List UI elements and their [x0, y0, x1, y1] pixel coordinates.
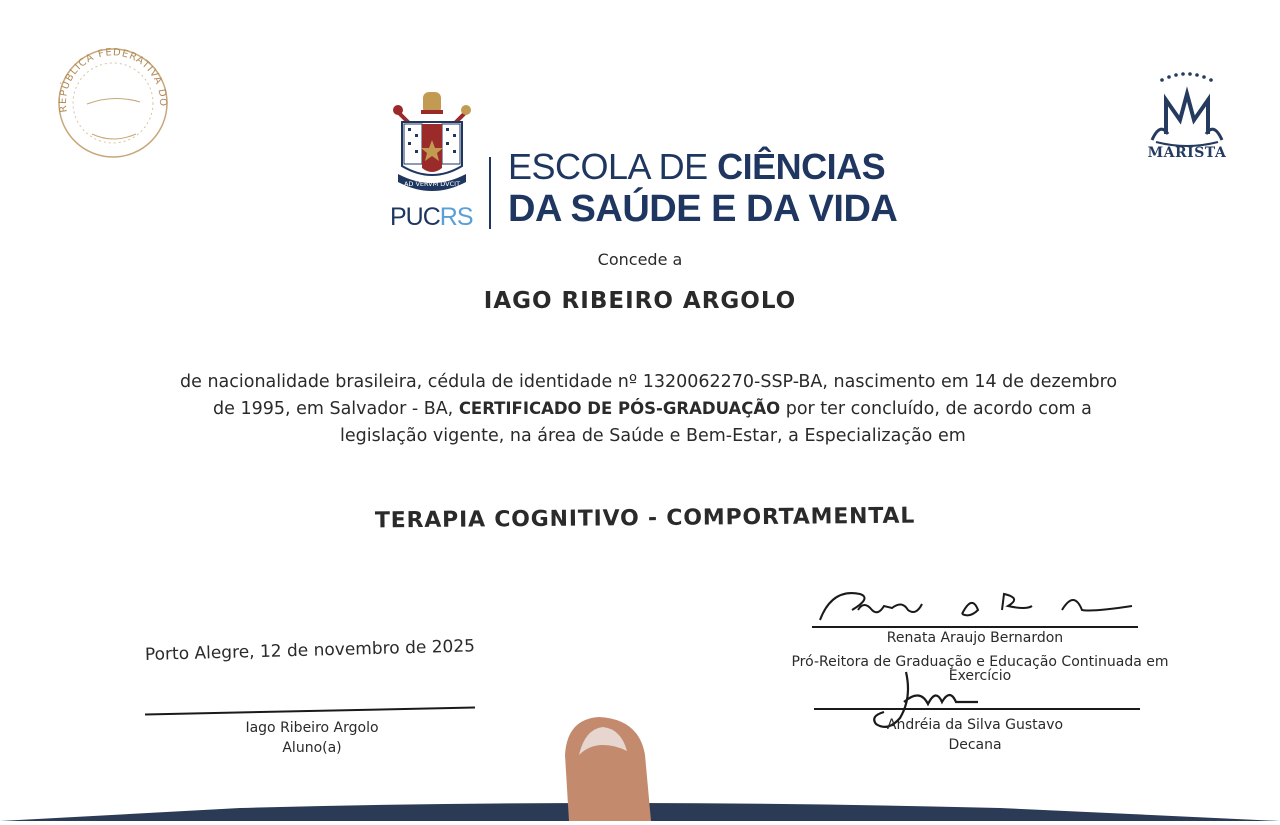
- prorector-title-line1: Pró-Reitora de Graduação e Educação Continuada em: [791, 654, 1169, 670]
- student-name: Iago Ribeiro Argolo: [245, 720, 379, 736]
- dean-name: Andréia da Silva Gustavo: [886, 717, 1064, 733]
- school-name-line1: [508, 146, 885, 188]
- pucrs-puc: PUC: [390, 203, 440, 231]
- seal-icon: [52, 44, 174, 162]
- school-name-regular: ESCOLA DE: [508, 146, 718, 187]
- recipient-name: IAGO RIBEIRO ARGOLO: [483, 288, 797, 314]
- course-title: TERAPIA COGNITIVO - COMPORTAMENTAL: [374, 503, 916, 534]
- prorector-signature-line: [812, 626, 1138, 628]
- body-line-2-post: por ter concluído, de acordo com a: [780, 399, 1092, 419]
- svg-text:REPÚBLICA FEDERATIVA DO BRASIL: REPÚBLICA FEDERATIVA DO: [57, 47, 169, 114]
- crest-motto: AD VERVM DVCIT: [403, 180, 461, 188]
- pucrs-rs: RS: [439, 203, 473, 231]
- prorector-title-line2: Exercício: [948, 668, 1012, 684]
- body-line-1: de nacionalidade brasileira, cédula de identidade nº 1320062270-SSP-BA, nascimento em 14 de dezembro: [180, 372, 1118, 392]
- thumb-photo: [555, 715, 655, 821]
- grant-label: Concede a: [597, 250, 683, 269]
- dean-role: Decana: [948, 737, 1002, 753]
- thumb-icon: [555, 715, 655, 821]
- logo-divider: [489, 157, 491, 229]
- pucrs-wordmark: [390, 203, 473, 232]
- crest-icon: [390, 88, 474, 206]
- student-role: Aluno(a): [282, 740, 342, 756]
- pucrs-crest: [390, 88, 474, 206]
- republic-seal: [52, 44, 174, 162]
- prorector-name: Renata Araujo Bernardon: [886, 630, 1064, 646]
- student-signature-line: [145, 707, 475, 716]
- school-name-bold: CIÊNCIAS: [717, 146, 886, 187]
- dean-signature-line: [814, 708, 1140, 710]
- body-line-2-pre: de 1995, em Salvador - BA,: [213, 399, 459, 419]
- body-line-3: legislação vigente, na área de Saúde e Bem-Estar, a Especialização em: [340, 426, 966, 446]
- body-line-2: [213, 399, 1092, 419]
- certificate-type: CERTIFICADO DE PÓS-GRADUAÇÃO: [458, 399, 781, 418]
- school-name-line2: DA SAÚDE E DA VIDA: [508, 188, 898, 230]
- place-date: Porto Alegre, 12 de novembro de 2025: [144, 636, 476, 665]
- marista-label: MARISTA: [1147, 145, 1227, 161]
